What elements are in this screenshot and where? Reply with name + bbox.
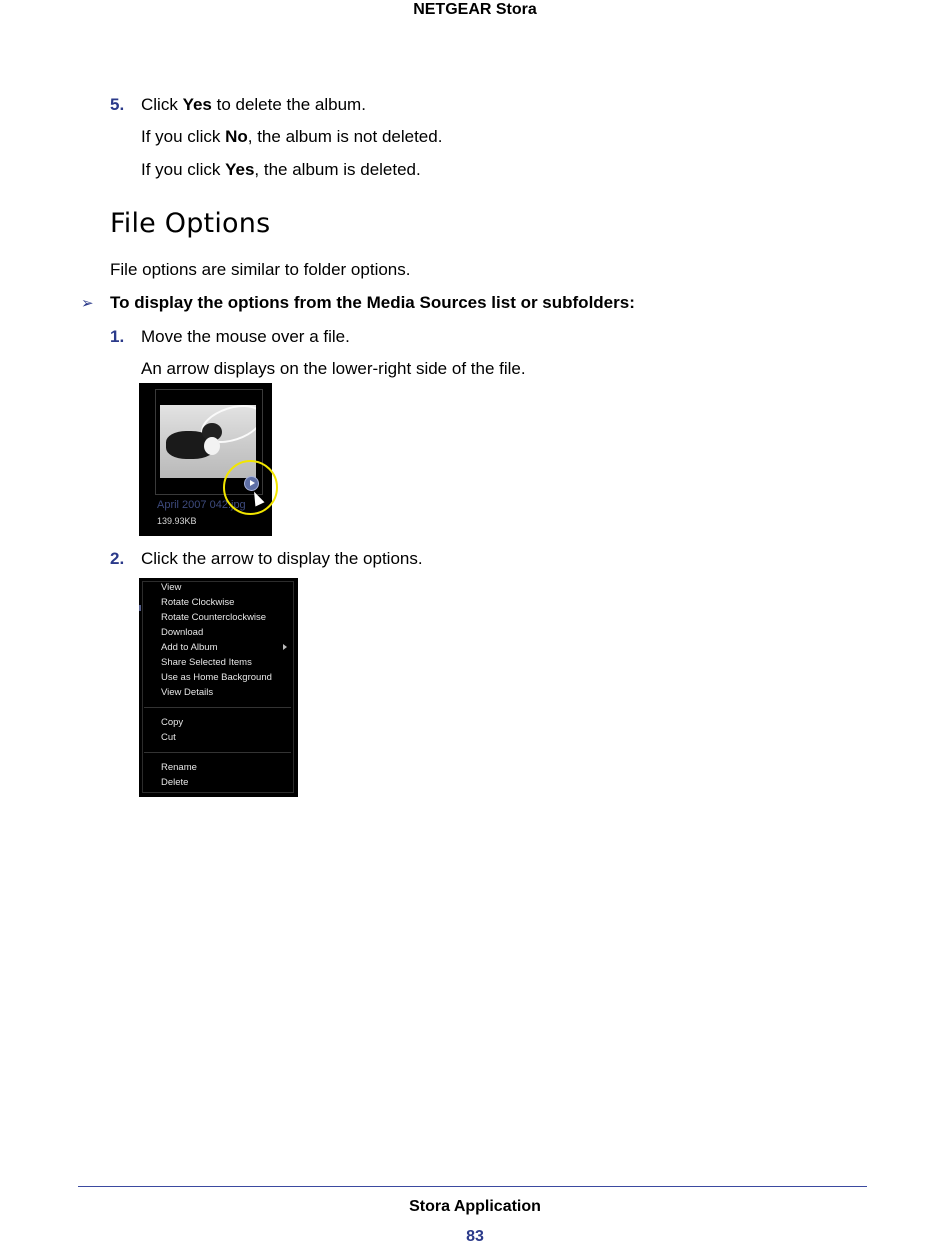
thumbnail-file-name[interactable]: April 2007 042.jpg: [157, 499, 246, 511]
file-options-context-menu: [139, 578, 298, 797]
submenu-arrow-icon: [283, 644, 287, 650]
menu-item-rotate-counterclockwise[interactable]: Rotate Counterclockwise: [161, 612, 267, 623]
photo-cat-chest: [204, 437, 220, 455]
step-note: [141, 127, 442, 147]
thumbnail-file-size: 139.93KB: [157, 516, 197, 526]
bold-term: No: [225, 127, 248, 146]
menu-item-delete[interactable]: Delete: [161, 777, 189, 788]
menu-item-share-selected-items[interactable]: Share Selected Items: [161, 657, 252, 668]
bold-term: Yes: [225, 160, 255, 179]
page-header-title: NETGEAR Stora: [413, 1, 537, 18]
menu-item-rotate-clockwise[interactable]: Rotate Clockwise: [161, 597, 235, 608]
step-text: [141, 95, 366, 115]
step-detail: An arrow displays on the lower-right side of the file.: [141, 359, 526, 378]
page-number: 83: [466, 1228, 484, 1245]
text-run: , the album is not deleted.: [247, 127, 443, 146]
menu-separator: [144, 707, 291, 708]
menu-item-cut[interactable]: Cut: [161, 732, 176, 743]
footer-rule: [78, 1186, 867, 1187]
menu-item-view-details[interactable]: View Details: [161, 687, 214, 698]
text-run: Click: [141, 95, 183, 114]
text-run: , the album is deleted.: [254, 160, 421, 179]
step-note: [141, 160, 421, 180]
step-text: Click the arrow to display the options.: [141, 549, 423, 568]
bold-term: Yes: [182, 95, 212, 114]
menu-item-use-as-home-background[interactable]: Use as Home Background: [161, 672, 272, 683]
step-number: 1.: [110, 327, 125, 346]
menu-item-rename[interactable]: Rename: [161, 762, 197, 773]
step-number: 5.: [110, 95, 125, 114]
menu-item-download[interactable]: Download: [161, 627, 204, 638]
menu-separator: [144, 752, 291, 753]
step-number: 2.: [110, 549, 125, 568]
menu-item-view[interactable]: View: [161, 582, 182, 593]
file-thumbnail-screenshot: [139, 383, 272, 536]
text-run: If you click: [141, 127, 226, 146]
procedure-heading: To display the options from the Media Sources list or subfolders:: [110, 293, 635, 312]
procedure-bullet-icon: ➢: [81, 295, 94, 312]
menu-item-add-to-album[interactable]: Add to Album: [161, 642, 218, 653]
section-intro: File options are similar to folder options.: [110, 260, 411, 279]
text-run: to delete the album.: [211, 95, 366, 114]
highlight-circle: [223, 460, 278, 515]
menu-edge-mark: [139, 605, 141, 611]
section-title: File Options: [110, 208, 271, 239]
menu-item-copy[interactable]: Copy: [161, 717, 184, 728]
step-text: Move the mouse over a file.: [141, 327, 350, 346]
text-run: If you click: [141, 160, 226, 179]
footer-title: Stora Application: [409, 1198, 541, 1215]
